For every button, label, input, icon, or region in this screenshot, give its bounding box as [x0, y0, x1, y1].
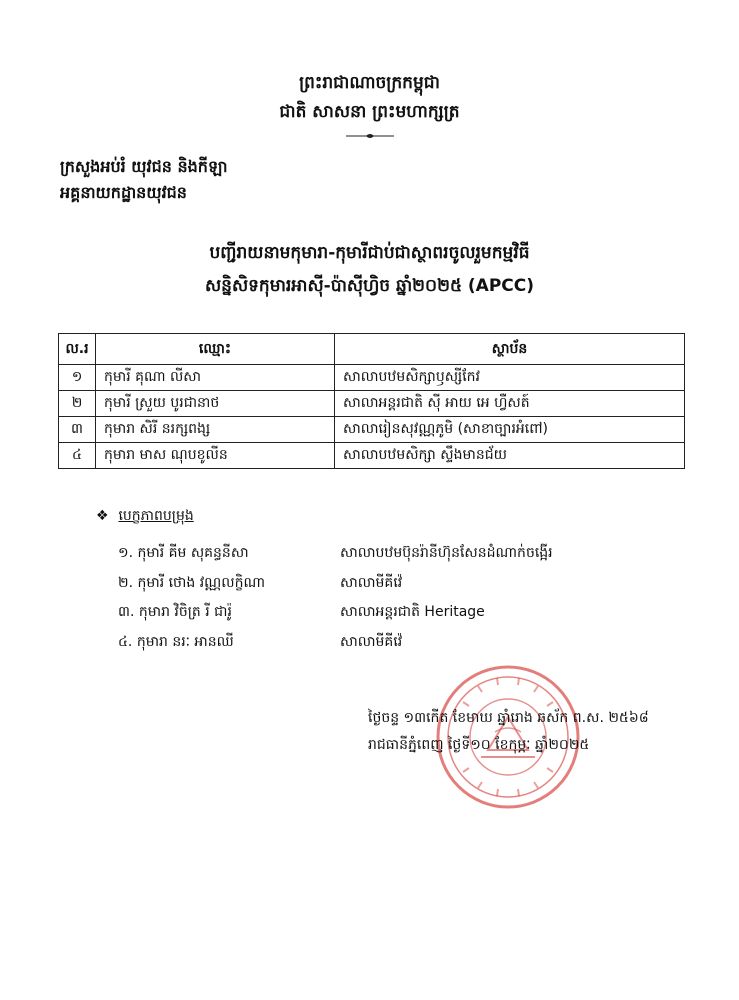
reserve-name: ២. កុមារី ថោង វណ្ណលក្ខិណា [118, 575, 265, 591]
reserve-heading-label: បេក្ខភាពបម្រុង [118, 508, 194, 524]
header-number: ល.រ [59, 334, 96, 365]
row-name: កុមារី ស្រួយ បូរជានាថ [96, 391, 335, 417]
divider-ornament-icon [346, 132, 394, 140]
kingdom-motto: ព្រះរាជាណាចក្រកម្ពុជា [299, 73, 440, 93]
solar-date: រាជធានីភ្នំពេញ ថ្ងៃទី១០ ខែកុម្ភៈ ឆ្នាំ២០២៥ [368, 737, 590, 753]
row-institution: សាលាបឋមសិក្សា ស្ទឹងមានជ័យ [335, 443, 685, 469]
table-row [59, 391, 685, 417]
row-number: ៤ [59, 443, 96, 469]
nation-motto: ជាតិ សាសនា ព្រះមហាក្សត្រ [279, 102, 460, 122]
row-name: កុមារា សិរី នរក្សពង្ស [96, 417, 335, 443]
reserve-institution: សាលាមីគីវ៉េ [340, 575, 403, 591]
reserve-name: ១. កុមារី គីម សុគន្ធនីសា [118, 545, 249, 561]
document-title: បញ្ជីរាយនាមកុមារា-កុមារីជាប់ជាស្ថាពរចូលរួមកម្មវិធី [209, 243, 530, 263]
document-subtitle: សន្និសិទកុមារអាស៊ី-ប៉ាស៊ីហ្វិច ឆ្នាំ២០២៥ (APCC) [204, 276, 535, 296]
row-name: កុមារា មាស ណុបខូលីន [96, 443, 335, 469]
lunar-date: ថ្ងៃចន្ទ ១៣កើត ខែមាឃ ឆ្នាំរោង ឆស័ក ព.ស. ២៥៦៨ [368, 710, 649, 726]
table-row [59, 443, 685, 469]
ministry-name: ក្រសួងអប់រំ យុវជន និងកីឡា [60, 157, 228, 176]
reserve-candidates-heading [96, 506, 194, 527]
reserve-institution: សាលាបឋមប៊ុនរ៉ានីហ៊ុនសែនដំណាក់ចង្អើរ [340, 545, 553, 561]
department-name: អគ្គនាយកដ្ឋានយុវជន [60, 183, 187, 202]
row-number: ១ [59, 365, 96, 391]
reserve-institution: សាលាមីគីវ៉េ [340, 634, 403, 650]
row-institution: សាលាអន្តរជាតិ ស៊ី អាយ អេ ហ្វឺសត៍ [335, 391, 685, 417]
header-institution: ស្ថាប័ន [335, 334, 685, 365]
row-number: ៣ [59, 417, 96, 443]
row-name: កុមារី គុណា លីសា [96, 365, 335, 391]
row-institution: សាលារៀនសុវណ្ណភូមិ (សាខាច្បារអំពៅ) [335, 417, 685, 443]
table-row [59, 417, 685, 443]
header-name: ឈ្មោះ [96, 334, 335, 365]
table-header-row [59, 334, 685, 365]
reserve-institution: សាលាអន្តរជាតិ Heritage [340, 604, 485, 620]
winners-table [58, 333, 685, 469]
row-institution: សាលាបឋមសិក្សាឫស្សីកែវ [335, 365, 685, 391]
diamond-bullet-icon: ❖ [96, 508, 109, 524]
row-number: ២ [59, 391, 96, 417]
reserve-name: ៤. កុមារា នរៈ អានឈី [118, 634, 234, 650]
reserve-name: ៣. កុមារា វិចិត្រ រី ជារ៉ូ [118, 604, 232, 620]
table-row [59, 365, 685, 391]
